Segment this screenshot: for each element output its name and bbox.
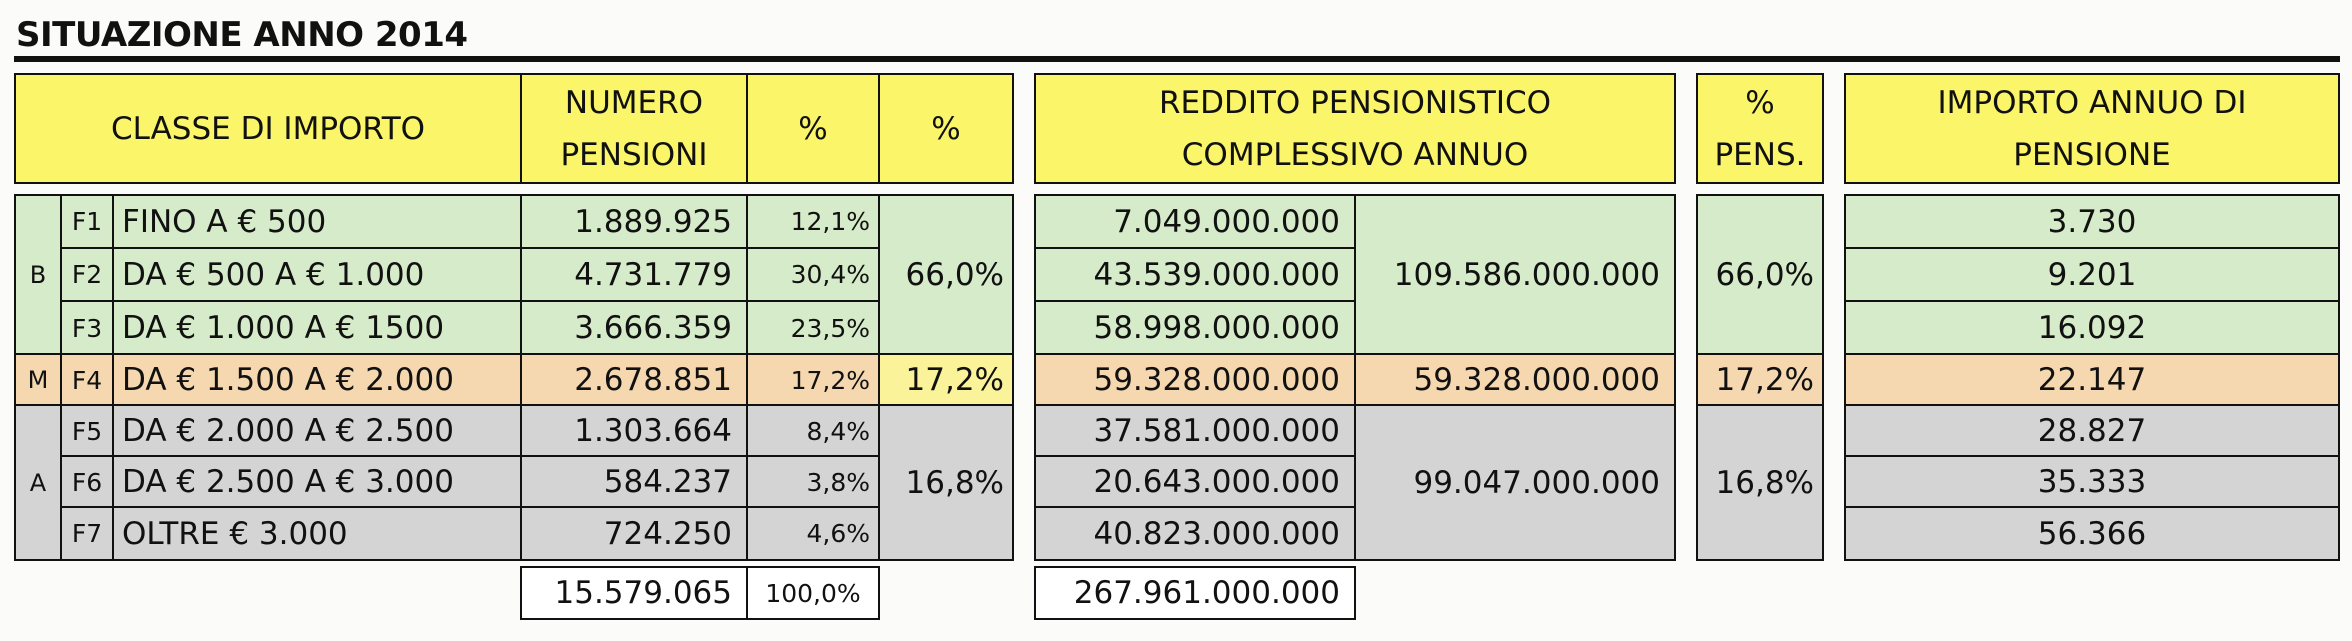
reddito-cell: 7.049.000.000 bbox=[1034, 194, 1356, 249]
classe-cell: DA € 2.000 A € 2.500 bbox=[112, 404, 522, 458]
pct-cell: 23,5% bbox=[746, 300, 880, 356]
numero-cell: 584.237 bbox=[520, 455, 748, 509]
numero-cell: 3.666.359 bbox=[520, 300, 748, 356]
header-reddito bbox=[1034, 73, 1676, 184]
header-importo bbox=[1844, 73, 2340, 184]
group-code-cell: M bbox=[14, 353, 62, 407]
classe-cell: DA € 2.500 A € 3.000 bbox=[112, 455, 522, 509]
importo-cell: 3.730 bbox=[1844, 194, 2340, 249]
page-title: SITUAZIONE ANNO 2014 bbox=[16, 15, 468, 55]
pct-pens-cell: 17,2% bbox=[1696, 353, 1824, 407]
header-pct-pens-line1: % bbox=[1745, 84, 1775, 121]
importo-cell: 9.201 bbox=[1844, 247, 2340, 302]
pct-cell: 17,2% bbox=[746, 353, 880, 407]
reddito-cell: 37.581.000.000 bbox=[1034, 404, 1356, 458]
row-code-cell: F1 bbox=[60, 194, 114, 249]
header-reddito-line1: REDDITO PENSIONISTICO bbox=[1158, 84, 1552, 121]
reddito-cell: 58.998.000.000 bbox=[1034, 300, 1356, 356]
importo-cell: 28.827 bbox=[1844, 404, 2340, 458]
row-code-cell: F6 bbox=[60, 455, 114, 509]
classe-cell: OLTRE € 3.000 bbox=[112, 506, 522, 561]
total-reddito-cell: 267.961.000.000 bbox=[1034, 566, 1356, 620]
pct-cell: 12,1% bbox=[746, 194, 880, 249]
header-pct bbox=[746, 73, 880, 184]
reddito-group-cell: 109.586.000.000 bbox=[1354, 194, 1676, 356]
reddito-cell: 20.643.000.000 bbox=[1034, 455, 1356, 509]
total-pct-cell: 100,0% bbox=[746, 566, 880, 620]
classe-cell: DA € 1.500 A € 2.000 bbox=[112, 353, 522, 407]
header-importo-line2: PENSIONE bbox=[2013, 136, 2171, 173]
classe-cell: DA € 500 A € 1.000 bbox=[112, 247, 522, 302]
importo-cell: 16.092 bbox=[1844, 300, 2340, 356]
importo-cell: 56.366 bbox=[1844, 506, 2340, 561]
header-pct-pens bbox=[1696, 73, 1824, 184]
pct-group-cell: 17,2% bbox=[878, 353, 1014, 407]
header-numero-line2: PENSIONI bbox=[560, 136, 708, 173]
header-reddito-line2: COMPLESSIVO ANNUO bbox=[1181, 136, 1529, 173]
header-pct-group-label: % bbox=[931, 110, 961, 147]
pct-pens-cell: 66,0% bbox=[1696, 194, 1824, 356]
row-code-cell: F2 bbox=[60, 247, 114, 302]
reddito-group-cell: 59.328.000.000 bbox=[1354, 353, 1676, 407]
classe-cell: DA € 1.000 A € 1500 bbox=[112, 300, 522, 356]
classe-cell: FINO A € 500 bbox=[112, 194, 522, 249]
importo-cell: 22.147 bbox=[1844, 353, 2340, 407]
pct-cell: 4,6% bbox=[746, 506, 880, 561]
reddito-cell: 43.539.000.000 bbox=[1034, 247, 1356, 302]
numero-cell: 1.303.664 bbox=[520, 404, 748, 458]
group-code-cell: A bbox=[14, 404, 62, 561]
pct-pens-cell: 16,8% bbox=[1696, 404, 1824, 561]
header-numero-line1: NUMERO bbox=[564, 84, 704, 121]
numero-cell: 2.678.851 bbox=[520, 353, 748, 407]
pct-cell: 8,4% bbox=[746, 404, 880, 458]
pct-cell: 30,4% bbox=[746, 247, 880, 302]
header-pct-label: % bbox=[798, 110, 828, 147]
numero-cell: 4.731.779 bbox=[520, 247, 748, 302]
row-code-cell: F7 bbox=[60, 506, 114, 561]
row-code-cell: F4 bbox=[60, 353, 114, 407]
pct-cell: 3,8% bbox=[746, 455, 880, 509]
importo-cell: 35.333 bbox=[1844, 455, 2340, 509]
numero-cell: 1.889.925 bbox=[520, 194, 748, 249]
title-rule bbox=[14, 56, 2340, 62]
reddito-cell: 40.823.000.000 bbox=[1034, 506, 1356, 561]
header-pct-group bbox=[878, 73, 1014, 184]
group-code-cell: B bbox=[14, 194, 62, 356]
row-code-cell: F5 bbox=[60, 404, 114, 458]
header-pct-pens-line2: PENS. bbox=[1714, 136, 1806, 173]
header-importo-line1: IMPORTO ANNUO DI bbox=[1937, 84, 2247, 121]
pct-group-cell: 66,0% bbox=[878, 194, 1014, 356]
header-numero bbox=[520, 73, 748, 184]
row-code-cell: F3 bbox=[60, 300, 114, 356]
pct-group-cell: 16,8% bbox=[878, 404, 1014, 561]
total-numero-cell: 15.579.065 bbox=[520, 566, 748, 620]
header-classe bbox=[14, 73, 522, 184]
reddito-cell: 59.328.000.000 bbox=[1034, 353, 1356, 407]
numero-cell: 724.250 bbox=[520, 506, 748, 561]
header-classe-label: CLASSE DI IMPORTO bbox=[110, 110, 426, 147]
reddito-group-cell: 99.047.000.000 bbox=[1354, 404, 1676, 561]
